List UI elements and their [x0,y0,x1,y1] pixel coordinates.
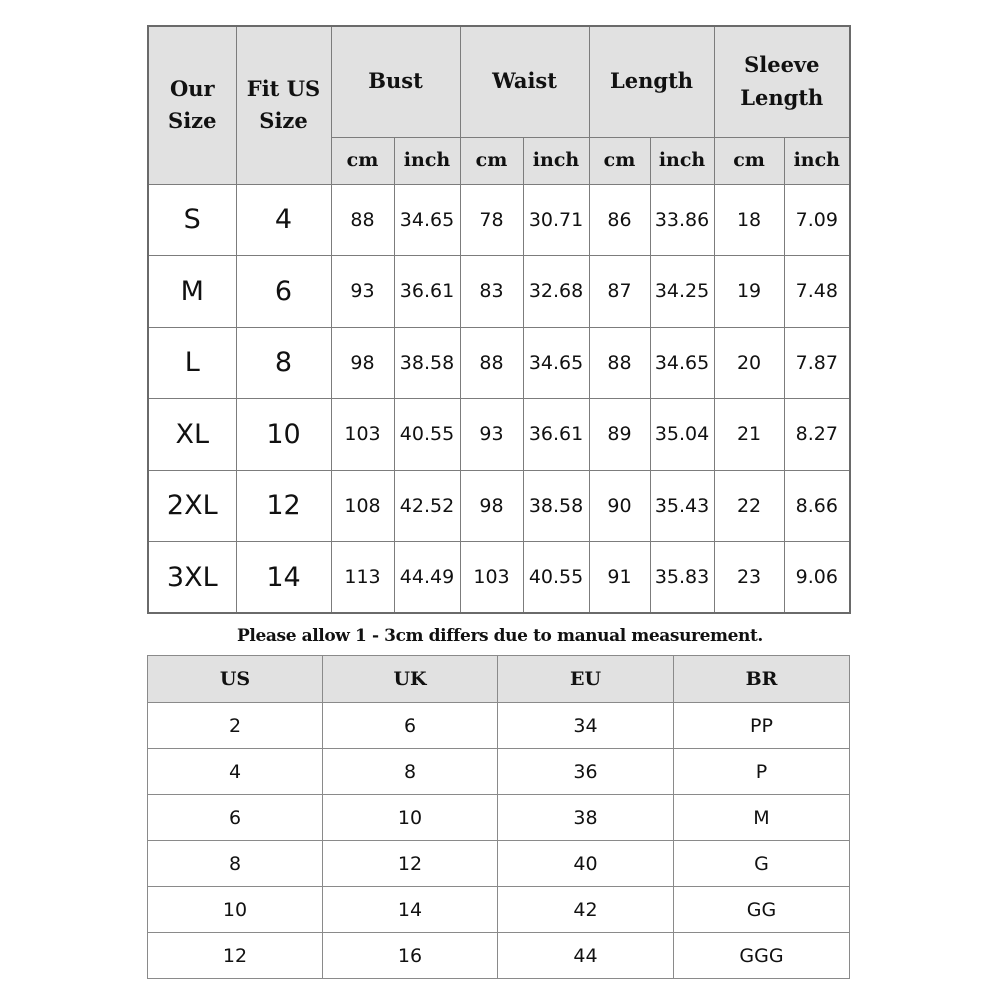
waist-inch-cell: 36.61 [523,399,589,471]
us-cell: 8 [148,841,323,887]
us-cell: 12 [148,933,323,979]
fit-us-size-cell: 6 [236,256,331,328]
br-cell: P [674,749,850,795]
waist-inch-cell: 40.55 [523,542,589,614]
bust-cm-cell: 93 [331,256,394,328]
length-cm-cell: 86 [589,184,650,256]
conversion-header-row [148,656,850,703]
size-row [148,399,850,471]
header-bust: Bust [331,26,460,137]
size-row [148,470,850,542]
waist-inch-cell: 38.58 [523,470,589,542]
uk-cell: 6 [323,703,498,749]
header-sleeve-inch: inch [784,137,850,184]
length-inch-cell: 33.86 [650,184,714,256]
bust-inch-cell: 36.61 [394,256,460,328]
eu-cell: 38 [498,795,674,841]
waist-inch-cell: 30.71 [523,184,589,256]
waist-cm-cell: 98 [460,470,523,542]
br-cell: G [674,841,850,887]
br-cell: M [674,795,850,841]
br-cell: GGG [674,933,850,979]
eu-cell: 44 [498,933,674,979]
waist-cm-cell: 103 [460,542,523,614]
uk-cell: 10 [323,795,498,841]
header-eu: EU [498,656,674,703]
eu-cell: 36 [498,749,674,795]
header-sleeve-length: Sleeve Length [714,26,850,137]
header-br: BR [674,656,850,703]
sleeve-inch-cell: 8.27 [784,399,850,471]
length-cm-cell: 89 [589,399,650,471]
our-size-cell: XL [148,399,236,471]
header-bust-cm: cm [331,137,394,184]
conversion-row [148,841,850,887]
conversion-row [148,795,850,841]
size-chart-table [147,25,851,614]
header-length-cm: cm [589,137,650,184]
measurement-note: Please allow 1 - 3cm differs due to manual measurement. [237,626,763,646]
header-waist: Waist [460,26,589,137]
header-waist-cm: cm [460,137,523,184]
eu-cell: 42 [498,887,674,933]
size-row [148,327,850,399]
eu-cell: 34 [498,703,674,749]
sleeve-inch-cell: 7.48 [784,256,850,328]
length-inch-cell: 34.25 [650,256,714,328]
bust-cm-cell: 113 [331,542,394,614]
sleeve-cm-cell: 23 [714,542,784,614]
length-inch-cell: 35.43 [650,470,714,542]
sleeve-inch-cell: 9.06 [784,542,850,614]
size-chart-header-row [148,26,850,137]
uk-cell: 14 [323,887,498,933]
bust-inch-cell: 34.65 [394,184,460,256]
conversion-row [148,749,850,795]
header-our-size: Our Size [148,26,236,184]
sleeve-inch-cell: 7.87 [784,327,850,399]
bust-inch-cell: 44.49 [394,542,460,614]
header-length-inch: inch [650,137,714,184]
waist-inch-cell: 32.68 [523,256,589,328]
bust-cm-cell: 103 [331,399,394,471]
conversion-row [148,887,850,933]
length-inch-cell: 35.83 [650,542,714,614]
size-row [148,184,850,256]
bust-cm-cell: 88 [331,184,394,256]
waist-inch-cell: 34.65 [523,327,589,399]
sleeve-cm-cell: 19 [714,256,784,328]
bust-inch-cell: 40.55 [394,399,460,471]
size-conversion-table [147,655,850,979]
header-length: Length [589,26,714,137]
our-size-cell: L [148,327,236,399]
sleeve-cm-cell: 18 [714,184,784,256]
sleeve-cm-cell: 22 [714,470,784,542]
bust-cm-cell: 98 [331,327,394,399]
our-size-cell: M [148,256,236,328]
waist-cm-cell: 78 [460,184,523,256]
bust-cm-cell: 108 [331,470,394,542]
bust-inch-cell: 38.58 [394,327,460,399]
fit-us-size-cell: 10 [236,399,331,471]
size-row [148,256,850,328]
br-cell: GG [674,887,850,933]
header-us: US [148,656,323,703]
uk-cell: 8 [323,749,498,795]
sleeve-cm-cell: 20 [714,327,784,399]
bust-inch-cell: 42.52 [394,470,460,542]
length-inch-cell: 35.04 [650,399,714,471]
waist-cm-cell: 83 [460,256,523,328]
size-row [148,542,850,614]
us-cell: 10 [148,887,323,933]
header-waist-inch: inch [523,137,589,184]
our-size-cell: 3XL [148,542,236,614]
sleeve-inch-cell: 7.09 [784,184,850,256]
sleeve-cm-cell: 21 [714,399,784,471]
length-cm-cell: 87 [589,256,650,328]
header-uk: UK [323,656,498,703]
br-cell: PP [674,703,850,749]
our-size-cell: 2XL [148,470,236,542]
fit-us-size-cell: 14 [236,542,331,614]
us-cell: 6 [148,795,323,841]
length-cm-cell: 91 [589,542,650,614]
header-fit-us-size: Fit US Size [236,26,331,184]
waist-cm-cell: 88 [460,327,523,399]
length-cm-cell: 88 [589,327,650,399]
uk-cell: 12 [323,841,498,887]
conversion-row [148,933,850,979]
our-size-cell: S [148,184,236,256]
conversion-row [148,703,850,749]
header-sleeve-cm: cm [714,137,784,184]
fit-us-size-cell: 12 [236,470,331,542]
us-cell: 4 [148,749,323,795]
fit-us-size-cell: 8 [236,327,331,399]
length-cm-cell: 90 [589,470,650,542]
waist-cm-cell: 93 [460,399,523,471]
header-bust-inch: inch [394,137,460,184]
us-cell: 2 [148,703,323,749]
length-inch-cell: 34.65 [650,327,714,399]
uk-cell: 16 [323,933,498,979]
sleeve-inch-cell: 8.66 [784,470,850,542]
fit-us-size-cell: 4 [236,184,331,256]
eu-cell: 40 [498,841,674,887]
